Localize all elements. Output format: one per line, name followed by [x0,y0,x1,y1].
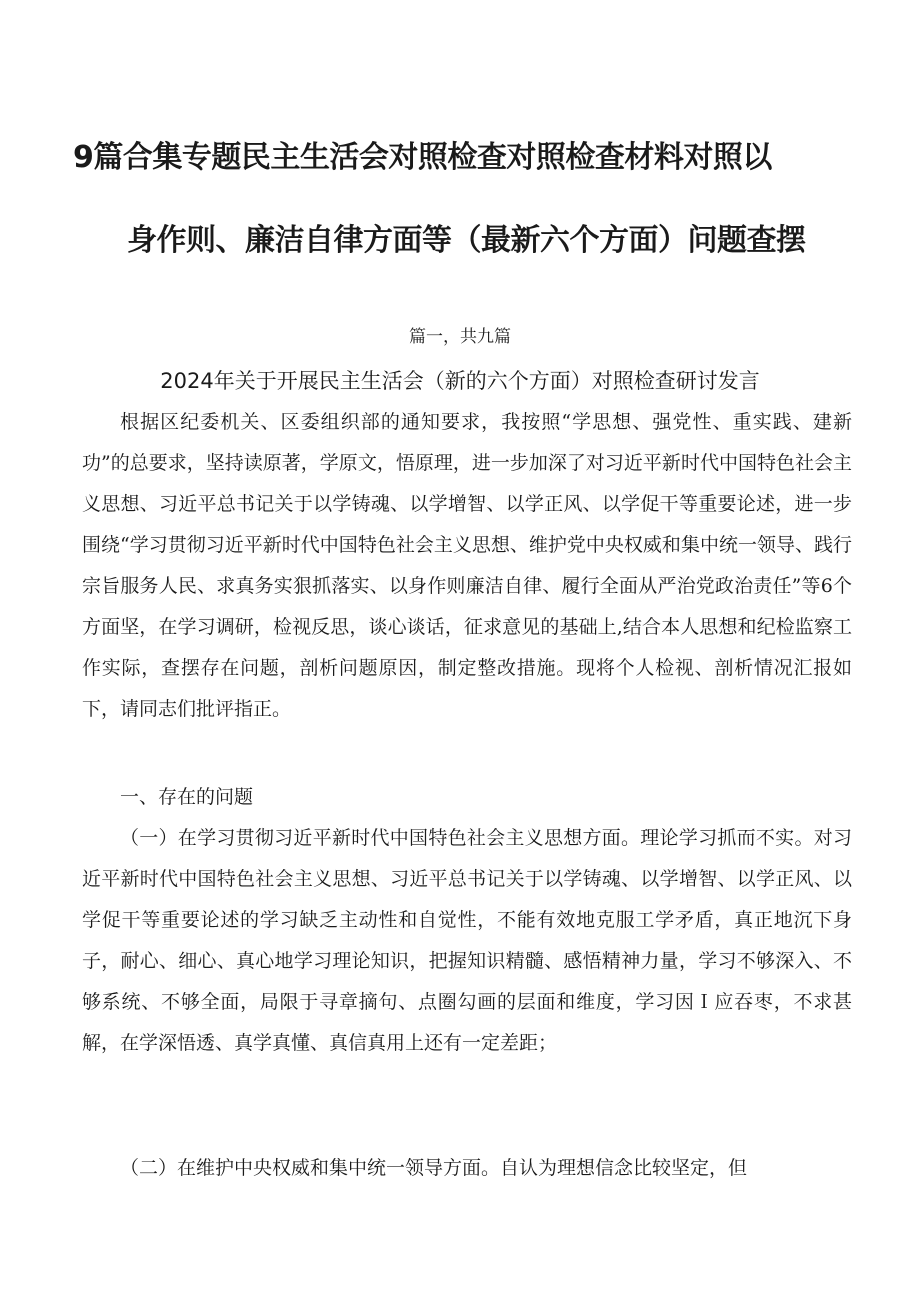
speech-title: 2024年关于开展民主生活会（新的六个方面）对照检查研讨发言 [160,369,760,393]
part-label: 篇一，共九篇 [409,327,511,347]
section-heading-problems: 一、存在的问题 [120,786,254,808]
document-title-line-2: 身作则、廉洁自律方面等（最新六个方面）问题查摆 [127,223,806,258]
problem-item-2-paragraph: （二）在维护中央权威和集中统一领导方面。自认为理想信念比较坚定，但 [120,1157,748,1179]
intro-paragraph: 根据区纪委机关、区委组织部的通知要求，我按照“学思想、强党性、重实践、建新功”的总要求，坚持读原著，学原文，悟原理，进一步加深了对习近平新时代中国特色社会主义思想、习近平总书记关于以学铸魂、以学增智、以学正风、以学促干等重要论述，进一步围绕“学习贯彻习近平新时代中国特色社会主义思想、维护党中央权威和集中统一领导、践行宗旨服务人民、求真务实狠抓落实、以身作则廉洁自律、履行全面从严治党政治责任”等6个方面坚，在学习调研，检视反思，谈心谈话，征求意见的基础上,结合本人思想和纪检监察工作实际，查摆存在问题，剖析问题原因，制定整改措施。现将个人检视、剖析情况汇报如下，请同志们批评指正。 [82,411,852,720]
problem-item-1-paragraph: （一）在学习贯彻习近平新时代中国特色社会主义思想方面。理论学习抓而不实。对习近平新时代中国特色社会主义思想、习近平总书记关于以学铸魂、以学增智、以学正风、以学促干等重要论述的学习缺乏主动性和自觉性，不能有效地克服工学矛盾，真正地沉下身子，耐心、细心、真心地学习理论知识，把握知识精髓、感悟精神力量，学习不够深入、不够系统、不够全面，局限于寻章摘句、点圈勾画的层面和维度，学习因Ｉ应吞枣，不求甚解，在学深悟透、真学真懂、真信真用上还有一定差距； [82,827,852,1054]
document-title-line-1: 9篇合集专题民主生活会对照检查对照检查材料对照以 [73,140,772,175]
